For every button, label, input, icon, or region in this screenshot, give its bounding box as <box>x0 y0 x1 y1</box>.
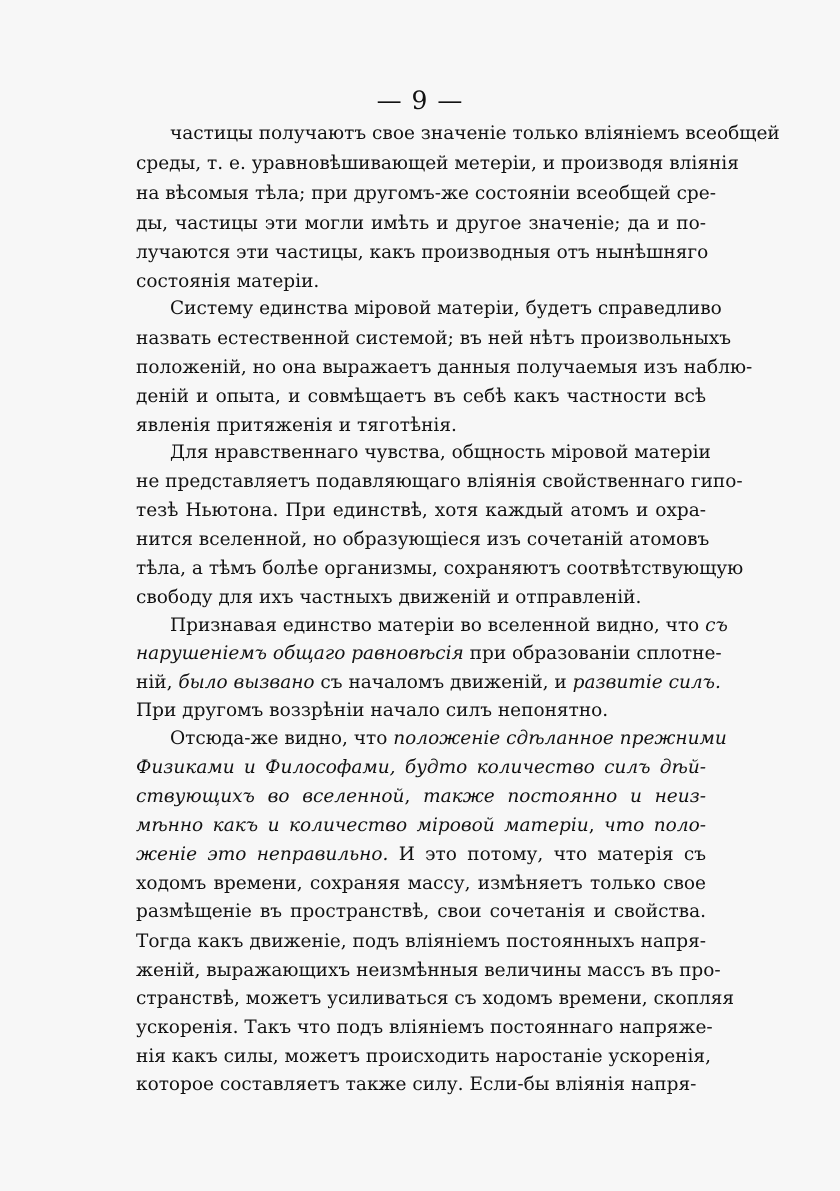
text-run: тѣла, а тѣмъ болѣе организмы, сохраняютъ соотвѣтствующую <box>136 558 744 579</box>
text-line <box>136 149 739 179</box>
italic-text-run: нарушеніемъ общаго равновѣсія <box>136 643 464 664</box>
text-run: нится вселенной, но образующіеся изъ сочетаній атомовъ <box>136 529 710 550</box>
text-run: размѣщеніе въ пространствѣ, свои сочетанія и свойства. <box>136 901 706 922</box>
italic-text-run: Физиками и Философами, будто количество силъ дѣй- <box>136 757 706 778</box>
text-line <box>136 782 706 812</box>
text-line <box>170 438 711 468</box>
text-line <box>170 119 780 149</box>
text-line <box>136 984 735 1014</box>
text-run: ды, частицы эти могли имѣть и другое значеніе; да и по- <box>136 213 706 234</box>
text-line <box>136 411 706 441</box>
text-run: Для нравственнаго чувства, общность міровой матеріи <box>170 442 711 463</box>
text-run: ній, <box>136 672 179 693</box>
italic-text-run: женіе это неправильно. <box>136 844 389 865</box>
text-line <box>136 753 706 783</box>
text-run: съ началомъ движеній, и <box>314 672 573 693</box>
text-line <box>136 668 721 698</box>
italic-text-run: съ <box>705 615 728 636</box>
text-line <box>136 583 706 613</box>
text-run: странствѣ, можетъ усиливаться съ ходомъ времени, скопляя <box>136 988 735 1009</box>
text-line <box>136 467 743 497</box>
italic-text-run: было вызвано <box>178 672 315 693</box>
text-run: ускоренія. Такъ что подъ вліяніемъ постояннаго напряже- <box>136 1017 713 1038</box>
text-line <box>136 1070 706 1100</box>
text-line <box>136 840 706 870</box>
text-run: состоянія матеріи. <box>136 271 320 292</box>
italic-text-run: положеніе сдѣланное прежними <box>393 728 727 749</box>
text-run: ходомъ времени, сохраняя массу, измѣняетъ только свое <box>136 873 706 894</box>
text-line <box>136 496 706 526</box>
text-run: При другомъ воззрѣніи начало силъ непонятно. <box>136 700 609 721</box>
text-run: явленія притяженія и тяготѣнія. <box>136 415 457 436</box>
text-run: не представляетъ подавляющаго вліянія свойственнаго гипо- <box>136 471 743 492</box>
text-run: И это потому, что матерія съ <box>388 844 706 865</box>
text-run: среды, т. е. уравновѣшивающей метеріи, и производя вліянія <box>136 153 739 174</box>
page-number: — 9 — <box>376 86 464 115</box>
italic-text-run: мѣнно какъ и количество міровой матеріи <box>136 815 589 836</box>
text-run: женій, выражающихъ неизмѣнныя величины массъ въ про- <box>136 960 721 981</box>
italic-text-run: развитіе силъ. <box>572 672 721 693</box>
text-run: лучаются эти частицы, какъ производныя отъ нынѣшняго <box>136 242 709 263</box>
text-line <box>136 209 706 239</box>
text-line <box>136 639 722 669</box>
text-line <box>170 724 727 754</box>
text-line <box>136 353 753 383</box>
text-line <box>170 294 722 324</box>
text-line <box>136 267 706 297</box>
text-line <box>136 811 706 841</box>
text-run: деній и опыта, и совмѣщаетъ въ себѣ какъ частности всѣ <box>136 386 706 407</box>
text-run: при образованіи сплотне- <box>463 643 722 664</box>
text-run: Систему единства міровой матеріи, будетъ справедливо <box>170 298 722 319</box>
text-line <box>136 869 706 899</box>
text-line <box>136 927 706 957</box>
text-line <box>136 238 709 268</box>
text-line <box>136 554 744 584</box>
italic-text-run: ствующихъ во вселенной <box>136 786 405 807</box>
text-run: , <box>404 786 424 807</box>
text-line <box>136 324 732 354</box>
text-run: на вѣсомыя тѣла; при другомъ-же состояніи всеобщей сре- <box>136 183 716 204</box>
text-run: назвать естественной системой; въ ней нѣтъ произвольныхъ <box>136 328 732 349</box>
text-line <box>136 525 710 555</box>
italic-text-run: также постоянно и неиз- <box>423 786 706 807</box>
text-line <box>170 611 728 641</box>
text-line <box>136 956 721 986</box>
text-run: , <box>588 815 605 836</box>
text-run: нія какъ силы, можетъ происходить наростаніе ускоренія, <box>136 1046 711 1067</box>
text-run: Признавая единство матеріи во вселенной видно, что <box>170 615 706 636</box>
text-run: тезѣ Ньютона. При единствѣ, хотя каждый атомъ и охра- <box>136 500 706 521</box>
text-line <box>136 1013 713 1043</box>
text-run: Отсюда-же видно, что <box>170 728 394 749</box>
text-run: Тогда какъ движеніе, подъ вліяніемъ постоянныхъ напря- <box>136 931 706 952</box>
text-line <box>136 179 716 209</box>
text-run: частицы получаютъ свое значеніе только вліяніемъ всеобщей <box>170 123 780 144</box>
text-line <box>136 897 706 927</box>
text-line <box>136 696 706 726</box>
text-run: положеній, но она выражаетъ данныя получаемыя изъ наблю- <box>136 357 753 378</box>
italic-text-run: что поло- <box>604 815 706 836</box>
text-line <box>136 382 706 412</box>
text-run: свободу для ихъ частныхъ движеній и отправленій. <box>136 587 642 608</box>
text-line <box>136 1042 711 1072</box>
text-run: которое составляетъ также силу. Если-бы вліянія напря- <box>136 1074 697 1095</box>
